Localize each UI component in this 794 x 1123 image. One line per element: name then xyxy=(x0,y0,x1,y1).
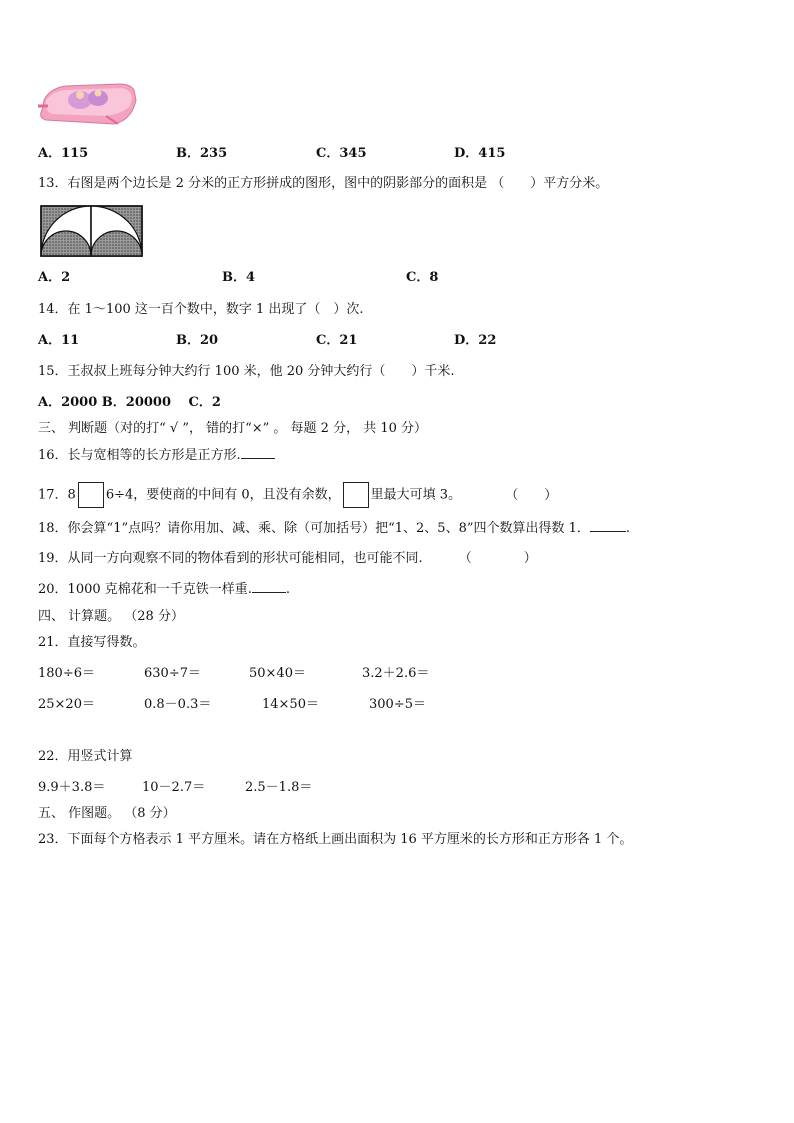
question-16 xyxy=(38,448,275,464)
question-17-mid: 6÷4，要使商的中间有 0，且没有余数， xyxy=(105,487,341,503)
question-15-options: A．2000 B．20000 C．2 xyxy=(38,395,221,410)
answer-blank[interactable] xyxy=(590,531,626,532)
calc-item: 50×40＝ xyxy=(249,666,306,681)
calc-item: 180÷6＝ xyxy=(38,666,95,681)
calc-item: 3.2＋2.6＝ xyxy=(362,666,430,681)
option-b: B．20 xyxy=(176,333,219,348)
option-c: C．21 xyxy=(316,333,358,348)
question-17-end: 里最大可填 3。 xyxy=(370,487,462,503)
question-19 xyxy=(38,551,537,567)
question-13: 13．右图是两个边长是 2 分米的正方形拼成的图形，图中的阴影部分的面积是 （ ）平方分米。 xyxy=(38,176,609,191)
answer-blank[interactable] xyxy=(241,458,275,459)
question-20-end: . xyxy=(285,582,291,597)
section-4-heading: 四、 计算题。 （28 分） xyxy=(38,609,184,624)
question-17-num: 17．8 xyxy=(38,487,76,503)
calc-item: 0.8－0.3＝ xyxy=(144,697,212,712)
calc-item: 9.9＋3.8＝ xyxy=(38,780,106,795)
option-a: A．2 xyxy=(38,270,71,285)
calc-item: 25×20＝ xyxy=(38,697,95,712)
option-b: B．4 xyxy=(222,270,256,285)
question-16-text: 16．长与宽相等的长方形是正方形. xyxy=(38,448,241,463)
question-18 xyxy=(38,521,630,537)
question-20 xyxy=(38,582,290,598)
question-14: 14．在 1～100 这一百个数中，数字 1 出现了（ ）次. xyxy=(38,302,364,317)
question-22-title: 22．用竖式计算 xyxy=(38,749,133,764)
option-c: C．345 xyxy=(316,146,367,161)
option-a: A．115 xyxy=(38,146,89,161)
answer-paren[interactable]: （ ） xyxy=(458,551,537,566)
option-b: B．235 xyxy=(176,146,228,161)
question-21-title: 21．直接写得数。 xyxy=(38,635,146,650)
shaded-squares-figure xyxy=(40,205,144,257)
answer-paren[interactable]: （ ） xyxy=(505,487,558,503)
option-d: D．22 xyxy=(454,333,497,348)
calc-item: 300÷5＝ xyxy=(369,697,426,712)
pencil-case-icon xyxy=(36,80,140,128)
section-5-heading: 五、 作图题。 （8 分） xyxy=(38,806,176,821)
calc-item: 14×50＝ xyxy=(262,697,319,712)
section-3-heading: 三、 判断题（对的打“ √ ”， 错的打“×” 。 每题 2 分， 共 10 分） xyxy=(38,421,428,436)
option-a: A．11 xyxy=(38,333,80,348)
digit-box[interactable] xyxy=(343,482,369,508)
digit-box[interactable] xyxy=(78,482,104,508)
question-17 xyxy=(38,482,557,509)
calc-item: 10－2.7＝ xyxy=(142,780,206,795)
question-18-end: . xyxy=(625,521,631,536)
calc-item: 2.5－1.8＝ xyxy=(245,780,313,795)
option-d: D．415 xyxy=(454,146,506,161)
question-20-text: 20．1000 克棉花和一千克铁一样重. xyxy=(38,582,252,597)
question-23: 23．下面每个方格表示 1 平方厘米。请在方格纸上画出面积为 16 平方厘米的长方形和正方形各 1 个。 xyxy=(38,832,633,847)
question-18-text: 18．你会算“1”点吗？请你用加、减、乘、除（可加括号）把“1、2、5、8”四个数算出得数 1． xyxy=(38,521,590,536)
calc-item: 630÷7＝ xyxy=(144,666,201,681)
question-19-text: 19．从同一方向观察不同的物体看到的形状可能相同，也可能不同. xyxy=(38,551,423,566)
question-15: 15．王叔叔上班每分钟大约行 100 米，他 20 分钟大约行（ ）千米. xyxy=(38,364,455,379)
answer-blank[interactable] xyxy=(252,592,286,593)
option-c: C．8 xyxy=(406,270,439,285)
